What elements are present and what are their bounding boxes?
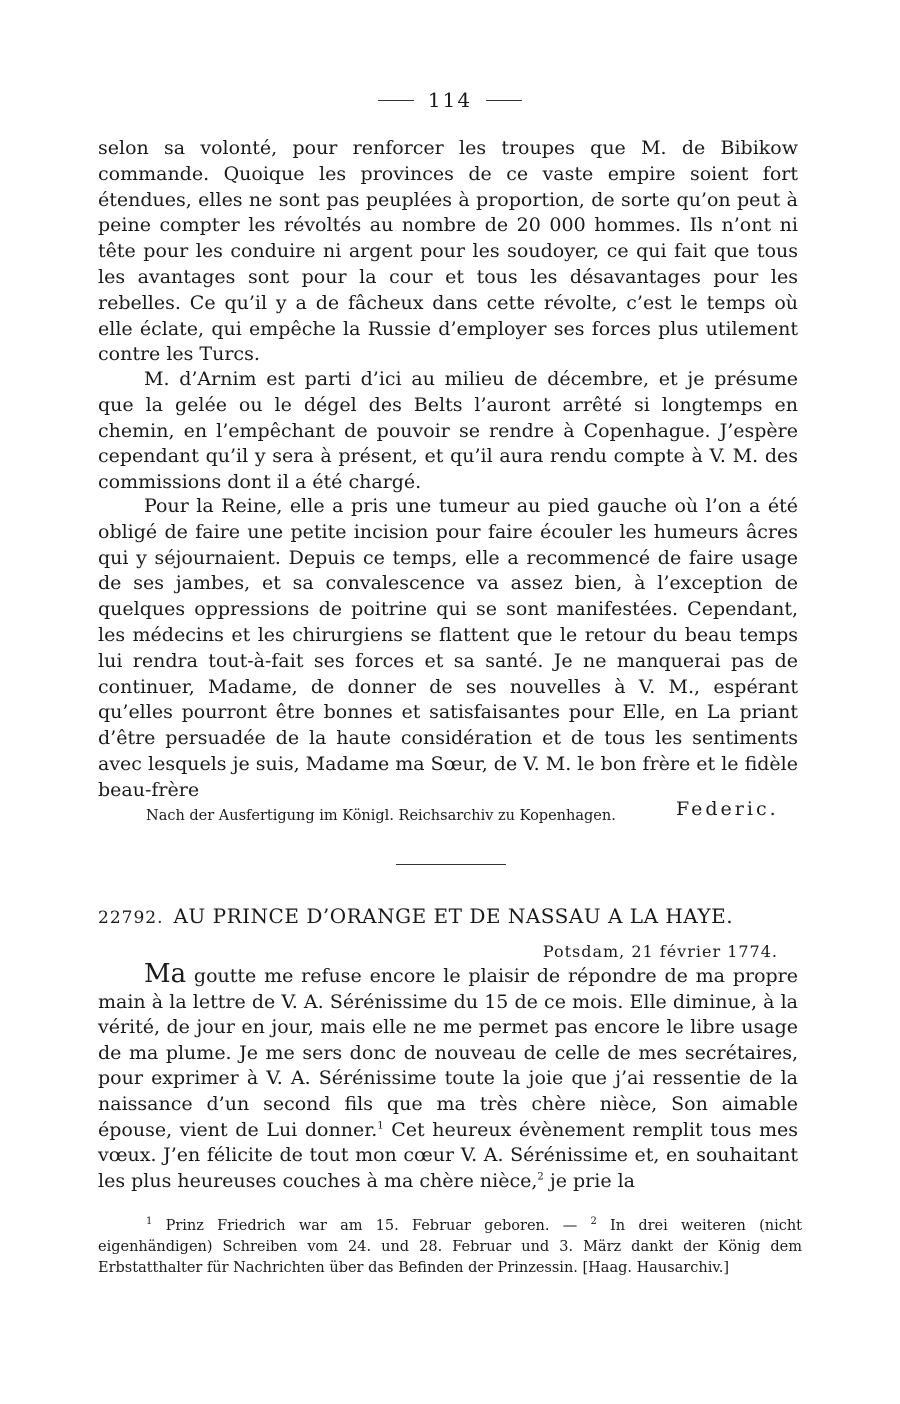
body-paragraph-3: Pour la Reine, elle a pris une tumeur au pied gauche où l’on a été obligé de faire une petite incision pour faire écouler les humeurs âcres qui y séjournaient. Depuis ce temps, elle a recommencé de faire usage de ses jambes, et sa convalescence va assez bien, à l’exception de quelques oppressions de poitrine qui se sont manifestées. Cependant, les médecins et les chirurgiens se flattent que le retour du beau temps lui rendra tout-à-fait ses forces et sa santé. Je ne manquerai pas de continuer, Madame, de donner de ses nouvelles à V. M., espérant qu’elles pourront être bonnes et satisfaisantes pour Elle, en La priant d’être persuadée de la haute considération et de tous les sentiments avec lesquels je suis, Madame ma Sœur, de V. M. le bon frère et le fidèle beau-frère (98, 495, 798, 801)
footnote-ref-1: 1 (377, 1120, 384, 1132)
footnote-marker-1: 1 (146, 1216, 153, 1228)
footnote-2: In drei weiteren (nicht eigenhändigen) Schreiben vom 24. und 28. Februar und 3. März dankt der König dem Erbstatthalter für Nachrichten über das Befinden der Prinzessin. [Haag. Hausarchiv.] (98, 1218, 802, 1276)
letter-text-part-3: je prie la (543, 1169, 636, 1192)
body-paragraph-1: selon sa volonté, pour renforcer les troupes que M. de Bibikow commande. Quoique les provinces de ce vaste empire soient fort étendues, elles ne sont pas peuplées à proportion, de sorte qu’on peut à peine compter les révoltés au nombre de 20 000 hommes. Ils n’ont ni tête pour les conduire ni argent pour les soudoyer, ce qui fait que tous les avantages sont pour la cour et tous les désavantages pour les rebelles. Ce qu’il y a de fâcheux dans cette révolte, c’est le temps où elle éclate, qui empêche la Russie d’employer ses forces plus utilement contre les Turcs. (98, 137, 798, 366)
letter-dropcap: Ma (144, 959, 187, 989)
section-divider (396, 864, 506, 865)
footnote-1: Prinz Friedrich war am 15. Februar geboren. — (152, 1218, 591, 1234)
letter-text-part-2: Cet heureux évènement remplit tous mes vœux. J’en félicite de tout mon cœur V. A. Sérénissime et, en souhaitant les plus heureuses couches à ma chère nièce, (98, 1118, 798, 1192)
source-note: Nach der Ausfertigung im Königl. Reichsarchiv zu Kopenhagen. (146, 808, 616, 824)
letter-text-part-1: goutte me refuse encore le plaisir de répondre de ma propre main à la lettre de V. A. Sérénissime du 15 de ce mois. Elle diminue, à la vérité, de jour en jour, mais elle ne me permet pas encore le libre usage de ma plume. Je me sers donc de nouveau de celle de mes secrétaires, pour exprimer à V. A. Sérénissime toute la joie que j’ai ressentie de la naissance d’un second fils que ma très chère nièce, Son aimable épouse, vient de Lui donner. (98, 965, 798, 1141)
header-rule-right (486, 100, 522, 101)
letter-heading (98, 904, 800, 928)
footnote-ref-2: 2 (537, 1171, 544, 1183)
letter-place-date: Potsdam, 21 février 1774. (542, 942, 778, 961)
body-paragraph-2: M. d’Arnim est parti d’ici au milieu de décembre, et je présume que la gelée ou le dégel des Belts l’auront arrêté si longtemps en chemin, en l’empêchant de pouvoir se rendre à Copenhague. J’espère cependant qu’il y sera à présent, et qu’il aura rendu compte à V. M. des commissions dont il a été chargé. (98, 368, 798, 494)
footnote-marker-2: 2 (590, 1216, 597, 1228)
letter-title: AU PRINCE D’ORANGE ET DE NASSAU A LA HAYE. (173, 904, 734, 928)
letter-body (98, 959, 798, 1194)
signature: Federic. (676, 798, 779, 820)
page-number: 114 (427, 88, 473, 112)
header-rule-left (378, 100, 414, 101)
page-header (0, 88, 900, 112)
letter-number: 22792. (98, 908, 164, 928)
footnotes (98, 1216, 802, 1279)
